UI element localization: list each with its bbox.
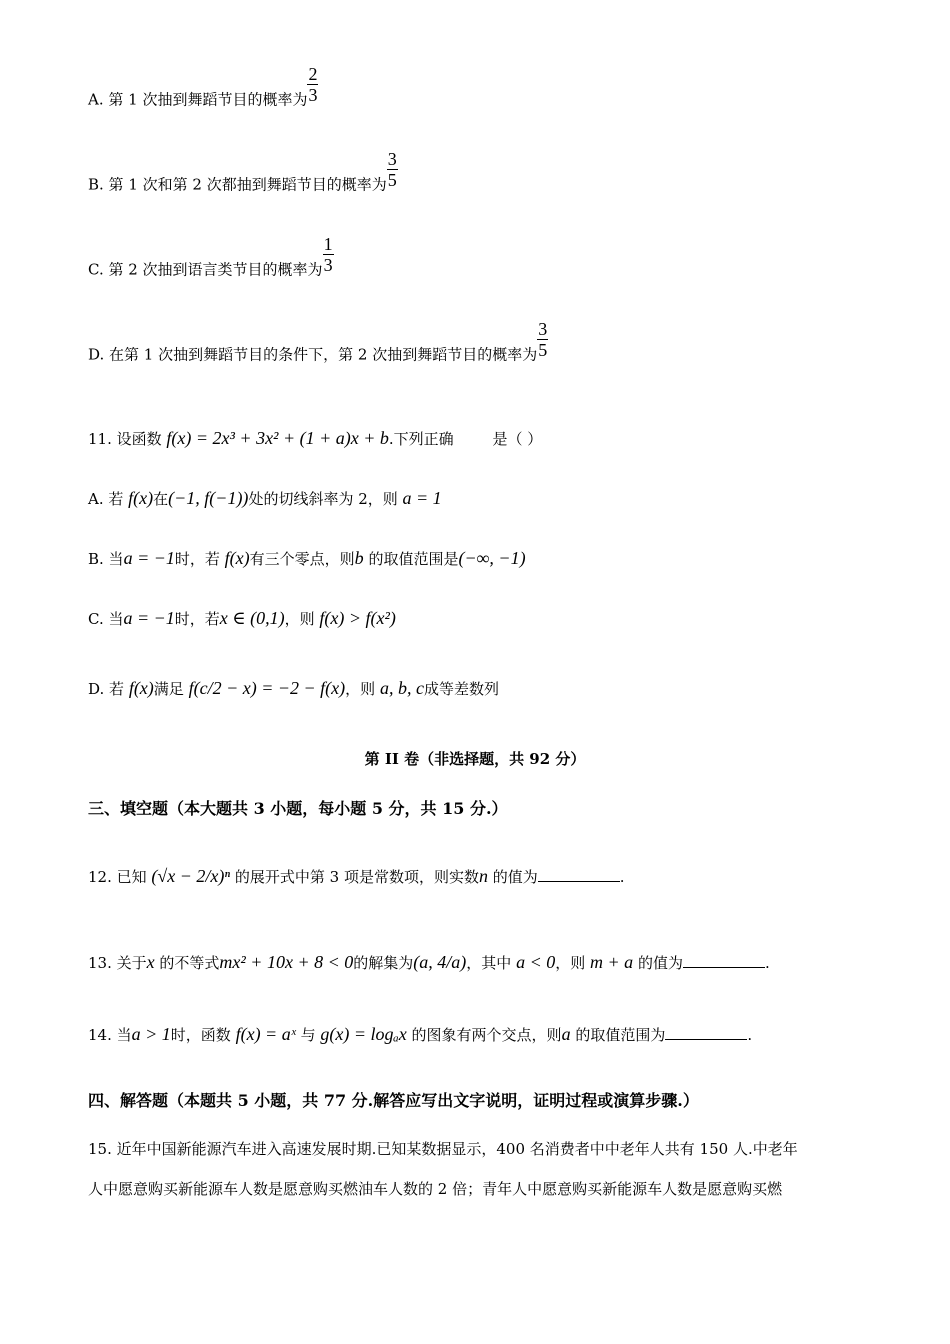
option-text: D. 在第 1 次抽到舞蹈节目的条件下，第 2 次抽到舞蹈节目的概率为: [88, 345, 538, 364]
q11-stem: [88, 428, 542, 449]
fraction: [307, 64, 318, 105]
text: 时，若: [174, 550, 220, 568]
denominator: 5: [538, 340, 548, 360]
text: .: [619, 868, 625, 886]
q11-tail: 是（ ）: [492, 430, 543, 448]
answer-blank[interactable]: [538, 867, 620, 882]
q11-formula: f(x) = 2x³ + 3x² + (1 + a)x + b: [166, 428, 389, 448]
math: m + a: [590, 952, 634, 972]
section-3-heading: 三、填空题（本大题共 3 小题，每小题 5 分，共 15 分.）: [88, 799, 508, 818]
q11-prefix: 11. 设函数: [88, 430, 162, 448]
text: 的取值范围是: [368, 550, 459, 568]
math: (−1, f(−1)): [168, 488, 249, 508]
math: a > 1: [131, 1024, 171, 1044]
text: .: [747, 1026, 753, 1044]
text: 有三个零点，则: [249, 550, 355, 568]
text: 与: [300, 1026, 316, 1044]
q11-suffix: .下列正确: [388, 430, 454, 448]
math: a, b, c: [379, 678, 424, 698]
q11-option-c: [88, 608, 396, 629]
numerator: 2: [308, 64, 318, 84]
section-2-heading: 第 II 卷（非选择题，共 92 分）: [364, 750, 586, 768]
denominator: 3: [308, 85, 318, 105]
text: 的不等式: [159, 954, 220, 972]
text: 的解集为: [353, 954, 414, 972]
math: f(x): [224, 548, 250, 568]
numerator: 3: [387, 149, 397, 169]
answer-blank[interactable]: [665, 1025, 747, 1040]
answer-blank[interactable]: [683, 953, 765, 968]
q10-option-c: [88, 234, 334, 291]
math: x: [146, 952, 155, 972]
math: f(x): [128, 488, 154, 508]
text: ，则: [345, 680, 376, 698]
math: mx² + 10x + 8 < 0: [219, 952, 354, 972]
math: b: [354, 548, 364, 568]
text: 的值为: [492, 868, 538, 886]
math: f(x): [128, 678, 154, 698]
text: 时，若: [174, 610, 220, 628]
option-text: B. 第 1 次和第 2 次都抽到舞蹈节目的概率为: [88, 175, 387, 194]
q14: [88, 1024, 752, 1045]
math: a = −1: [123, 548, 175, 568]
fraction: [323, 234, 334, 275]
numerator: 1: [323, 234, 333, 254]
q10-option-a: [88, 64, 318, 121]
math: a = −1: [123, 608, 175, 628]
fraction: [387, 149, 398, 190]
math: a = 1: [402, 488, 442, 508]
math: f(x) = aˣ: [235, 1024, 296, 1044]
math: g(x) = logₐx: [320, 1024, 407, 1044]
q15-line-1: 15. 近年中国新能源汽车进入高速发展时期.已知某数据显示，400 名消费者中中老年人共有 150 人.中老年: [88, 1140, 798, 1158]
text: 14. 当: [88, 1026, 132, 1044]
q10-option-d: [88, 319, 548, 376]
text: ，则: [555, 954, 586, 972]
math: a < 0: [516, 952, 556, 972]
q11-option-b: [88, 548, 526, 569]
text: 成等差数列: [423, 680, 499, 698]
fraction: [537, 319, 548, 360]
text: 的展开式中第 3 项是常数项，则实数: [234, 868, 479, 886]
text: 满足: [153, 680, 184, 698]
option-text: A. 第 1 次抽到舞蹈节目的概率为: [88, 90, 308, 109]
q11-option-d: [88, 678, 499, 699]
math: a: [561, 1024, 571, 1044]
math: f(c/2 − x) = −2 − f(x): [188, 678, 346, 698]
numerator: 3: [538, 319, 548, 339]
option-text: C. 第 2 次抽到语言类节目的概率为: [88, 260, 323, 279]
text: 13. 关于: [88, 954, 147, 972]
denominator: 3: [323, 255, 333, 275]
text: ，则: [284, 610, 315, 628]
text: 时，函数: [170, 1026, 231, 1044]
text: D. 若: [88, 680, 125, 698]
text: 的取值范围为: [575, 1026, 666, 1044]
text: 12. 已知: [88, 868, 147, 886]
math: f(x) > f(x²): [319, 608, 396, 628]
text: 在: [153, 490, 169, 508]
text: A. 若: [88, 490, 124, 508]
q13: [88, 952, 770, 973]
text: C. 当: [88, 610, 124, 628]
math: (−∞, −1): [458, 548, 526, 568]
math: (√x − 2/x)ⁿ: [151, 866, 231, 886]
math: x ∈ (0,1): [219, 608, 285, 628]
text: 处的切线斜率为 2，则: [248, 490, 398, 508]
text: 的图象有两个交点，则: [411, 1026, 562, 1044]
denominator: 5: [387, 170, 397, 190]
q15-line-2: 人中愿意购买新能源车人数是愿意购买燃油车人数的 2 倍；青年人中愿意购买新能源车人数是愿意购买燃: [88, 1180, 783, 1198]
q12: [88, 866, 625, 887]
text: 的值为: [637, 954, 683, 972]
text: .: [764, 954, 770, 972]
text: ，其中: [466, 954, 512, 972]
section-4-heading: 四、解答题（本题共 5 小题，共 77 分.解答应写出文字说明，证明过程或演算步骤.）: [88, 1091, 699, 1110]
q10-option-b: [88, 149, 398, 206]
text: B. 当: [88, 550, 124, 568]
math: (a, 4/a): [413, 952, 467, 972]
q11-option-a: [88, 488, 442, 509]
math: n: [478, 866, 488, 886]
